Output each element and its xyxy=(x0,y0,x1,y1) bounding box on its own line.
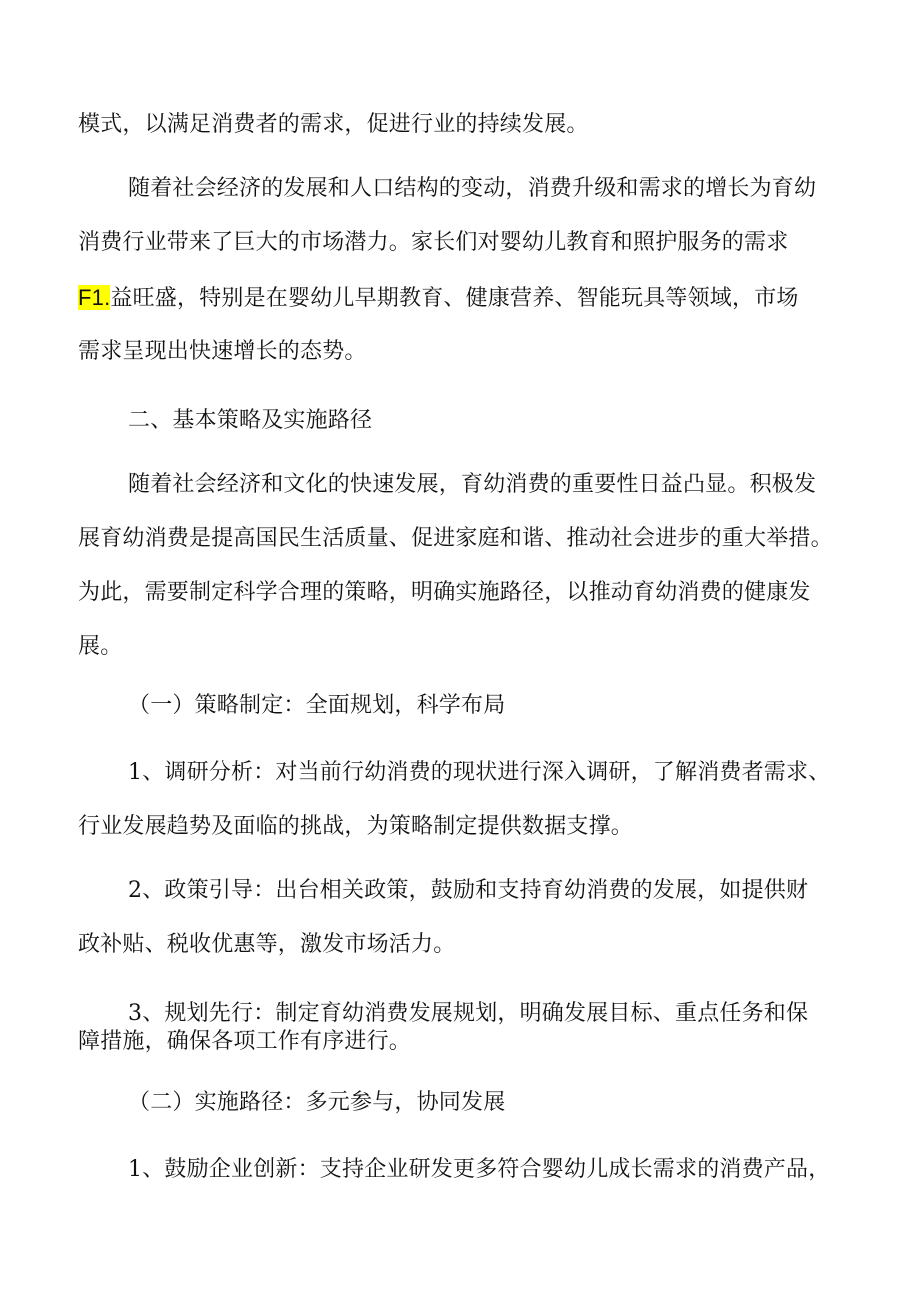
paragraph-3-line-1: 随着社会经济和文化的快速发展，育幼消费的重要性日益凸显。积极发 xyxy=(128,472,817,497)
paragraph-2-line-3 xyxy=(78,283,799,314)
paragraph-3-line-3: 为此，需要制定科学合理的策略，明确实施路径，以推动育幼消费的健康发 xyxy=(78,580,811,605)
item-2-1-line-1: 1、鼓励企业创新：支持企业研发更多符合婴幼儿成长需求的消费产品， xyxy=(128,1157,831,1182)
paragraph-2-line-2: 消费行业带来了巨大的市场潜力。家长们对婴幼儿教育和照护服务的需求 xyxy=(78,230,789,255)
paragraph-2-line-1: 随着社会经济的发展和人口结构的变动，消费升级和需求的增长为育幼 xyxy=(128,176,817,201)
paragraph-2-line-3-rest: 益旺盛，特别是在婴幼儿早期教育、健康营养、智能玩具等领域，市场 xyxy=(110,286,799,311)
item-1-2-line-2: 政补贴、税收优惠等，激发市场活力。 xyxy=(78,932,456,957)
paragraph-1-line-1: 模式，以满足消费者的需求，促进行业的持续发展。 xyxy=(78,112,589,137)
paragraph-3-line-2: 展育幼消费是提高国民生活质量、促进家庭和谐、推动社会进步的重大举措。 xyxy=(78,526,833,551)
item-1-1-line-1: 1、调研分析：对当前行幼消费的现状进行深入调研，了解消费者需求、 xyxy=(128,760,831,785)
item-1-3-line-1: 3、规划先行：制定育幼消费发展规划，明确发展目标、重点任务和保 xyxy=(128,1001,809,1026)
paragraph-2-line-4: 需求呈现出快速增长的态势。 xyxy=(78,339,367,364)
item-1-3-line-2: 障措施，确保各项工作有序进行。 xyxy=(78,1029,412,1054)
item-1-1-line-2: 行业发展趋势及面临的挑战，为策略制定提供数据支撑。 xyxy=(78,814,634,839)
section-2-heading: 二、基本策略及实施路径 xyxy=(128,408,373,433)
paragraph-3-line-4: 展。 xyxy=(78,634,123,659)
item-1-2-line-1: 2、政策引导：出台相关政策，鼓励和支持育幼消费的发展，如提供财 xyxy=(128,878,809,903)
subsection-1-heading: （一）策略制定：全面规划，科学布局 xyxy=(128,693,506,718)
highlighted-text: F1. xyxy=(78,285,111,310)
subsection-2-heading: （二）实施路径：多元参与，协同发展 xyxy=(128,1090,506,1115)
